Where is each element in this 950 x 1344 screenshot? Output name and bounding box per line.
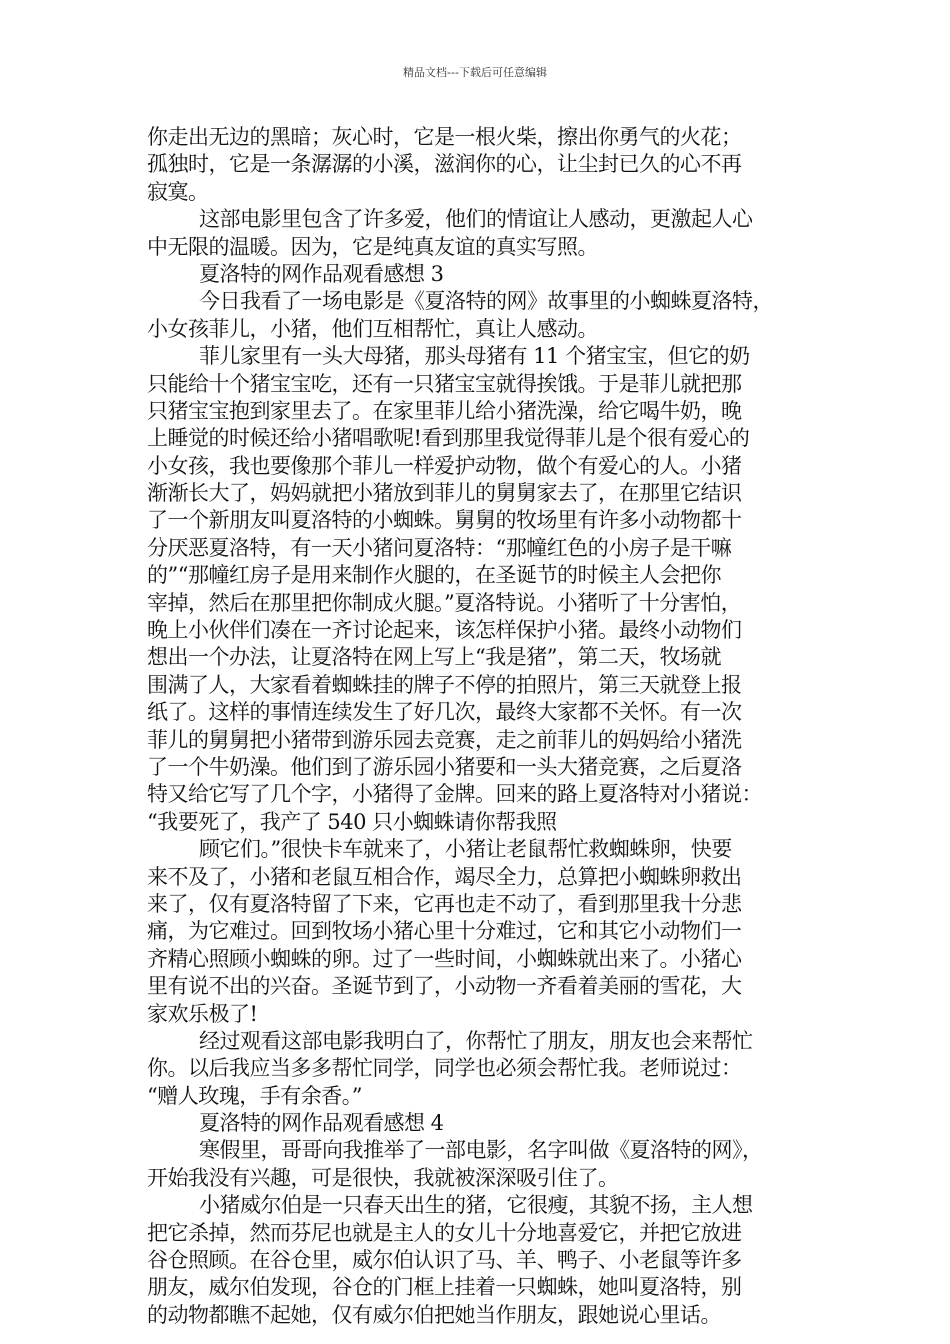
- text-line: 的”“那幢红房子是用来制作火腿的，在圣诞节的时候主人会把你: [147, 563, 721, 588]
- text-line: 你。以后我应当多多帮忙同学，同学也必须会帮忙我。老师说过：: [147, 1056, 742, 1081]
- document-body: [147, 124, 805, 1329]
- text-line: 痛，为它难过。回到牧场小猪心里十分难过，它和其它小动物们一: [147, 919, 742, 944]
- text-line: 寂寞。: [147, 179, 209, 204]
- text-line: 只能给十个猪宝宝吃，还有一只猪宝宝就得挨饿。于是菲儿就把那: [147, 371, 742, 396]
- text-line: 晚上小伙伴们凑在一齐讨论起来，该怎样保护小猪。最终小动物们: [147, 618, 742, 643]
- text-line: 寒假里，哥哥向我推举了一部电影，名字叫做《夏洛特的网》，: [199, 1138, 763, 1163]
- text-line: 齐精心照顾小蜘蛛的卵。过了一些时间，小蜘蛛就出来了。小猪心: [147, 946, 742, 971]
- text-line: 夏洛特的网作品观看感想 4: [199, 1111, 444, 1136]
- text-line: 纸了。这样的事情连续发生了好几次，最终大家都不关怀。有一次: [147, 700, 742, 725]
- text-line: 孤独时，它是一条潺潺的小溪，滋润你的心，让尘封已久的心不再: [147, 152, 742, 177]
- text-line: 朋友，威尔伯发现，谷仓的门框上挂着一只蜘蛛，她叫夏洛特，别: [147, 1275, 742, 1300]
- text-line: 经过观看这部电影我明白了，你帮忙了朋友，朋友也会来帮忙: [199, 1028, 753, 1053]
- text-line: 特又给它写了几个字，小猪得了金牌。回来的路上夏洛特对小猪说：: [147, 782, 762, 807]
- text-line: 小猪威尔伯是一只春天出生的猪，它很瘦，其貌不扬，主人想: [199, 1193, 753, 1218]
- text-line: 菲儿的舅舅把小猪带到游乐园去竞赛，走之前菲儿的妈妈给小猪洗: [147, 727, 742, 752]
- text-line: 菲儿家里有一头大母猪，那头母猪有 11 个猪宝宝，但它的奶: [199, 344, 750, 369]
- text-line: 今日我看了一场电影是《夏洛特的网》故事里的小蜘蛛夏洛特，: [199, 289, 773, 314]
- text-line: 了一个牛奶澡。他们到了游乐园小猪要和一头大猪竞赛，之后夏洛: [147, 754, 742, 779]
- text-line: 小女孩菲儿，小猪，他们互相帮忙，真让人感动。: [147, 316, 598, 341]
- text-line: 你走出无边的黑暗；灰心时，它是一根火柴，擦出你勇气的火花；: [147, 125, 742, 149]
- text-line: 顾它们。”很快卡车就来了，小猪让老鼠帮忙救蜘蛛卵，快要: [199, 837, 732, 862]
- text-line: 只猪宝宝抱到家里去了。在家里菲儿给小猪洗澡，给它喝牛奶，晚: [147, 398, 742, 423]
- text-line: 中无限的温暖。因为，它是纯真友谊的真实写照。: [147, 234, 598, 259]
- text-line: 渐渐长大了，妈妈就把小猪放到菲儿的舅舅家去了，在那里它结识: [147, 481, 742, 506]
- text-line: 把它杀掉，然而芬尼也就是主人的女儿十分地喜爱它，并把它放进: [147, 1220, 742, 1245]
- text-line: 谷仓照顾。在谷仓里，威尔伯认识了马、羊、鸭子、小老鼠等许多: [147, 1248, 742, 1273]
- text-line: 夏洛特的网作品观看感想 3: [199, 261, 444, 286]
- text-line: 分厌恶夏洛特，有一天小猪问夏洛特：“那幢红色的小房子是干嘛: [147, 535, 732, 560]
- text-line: 来不及了，小猪和老鼠互相合作，竭尽全力，总算把小蜘蛛卵救出: [147, 864, 742, 889]
- text-line: 这部电影里包含了许多爱，他们的情谊让人感动，更激起人心: [199, 207, 753, 232]
- text-line: 来了，仅有夏洛特留了下来，它再也走不动了，看到那里我十分悲: [147, 891, 742, 916]
- text-line: 想出一个办法，让夏洛特在网上写上“我是猪”，第二天，牧场就: [147, 645, 721, 670]
- text-line: “赠人玫瑰，手有余香。”: [147, 1083, 362, 1108]
- text-line: 小女孩，我也要像那个菲儿一样爱护动物，做个有爱心的人。小猪: [147, 453, 742, 478]
- text-line: 开始我没有兴趣，可是很快，我就被深深吸引住了。: [147, 1165, 619, 1190]
- text-line: “我要死了，我产了 540 只小蜘蛛请你帮我照: [147, 809, 557, 834]
- text-line: 家欢乐极了!: [147, 1001, 258, 1026]
- text-line: 的动物都瞧不起她，仅有威尔伯把她当作朋友，跟她说心里话。: [147, 1302, 721, 1327]
- text-line: 了一个新朋友叫夏洛特的小蜘蛛。舅舅的牧场里有许多小动物都十: [147, 508, 742, 533]
- text-line: 围满了人，大家看着蜘蛛挂的牌子不停的拍照片，第三天就登上报: [147, 672, 742, 697]
- text-line: 里有说不出的兴奋。圣诞节到了，小动物一齐看着美丽的雪花，大: [147, 974, 742, 999]
- text-line: 上睡觉的时候还给小猪唱歌呢!看到那里我觉得菲儿是个很有爱心的: [147, 426, 750, 451]
- text-line: 宰掉，然后在那里把你制成火腿。”夏洛特说。小猪听了十分害怕，: [147, 590, 742, 615]
- page-header: 精品文档---下载后可任意编辑: [403, 66, 547, 79]
